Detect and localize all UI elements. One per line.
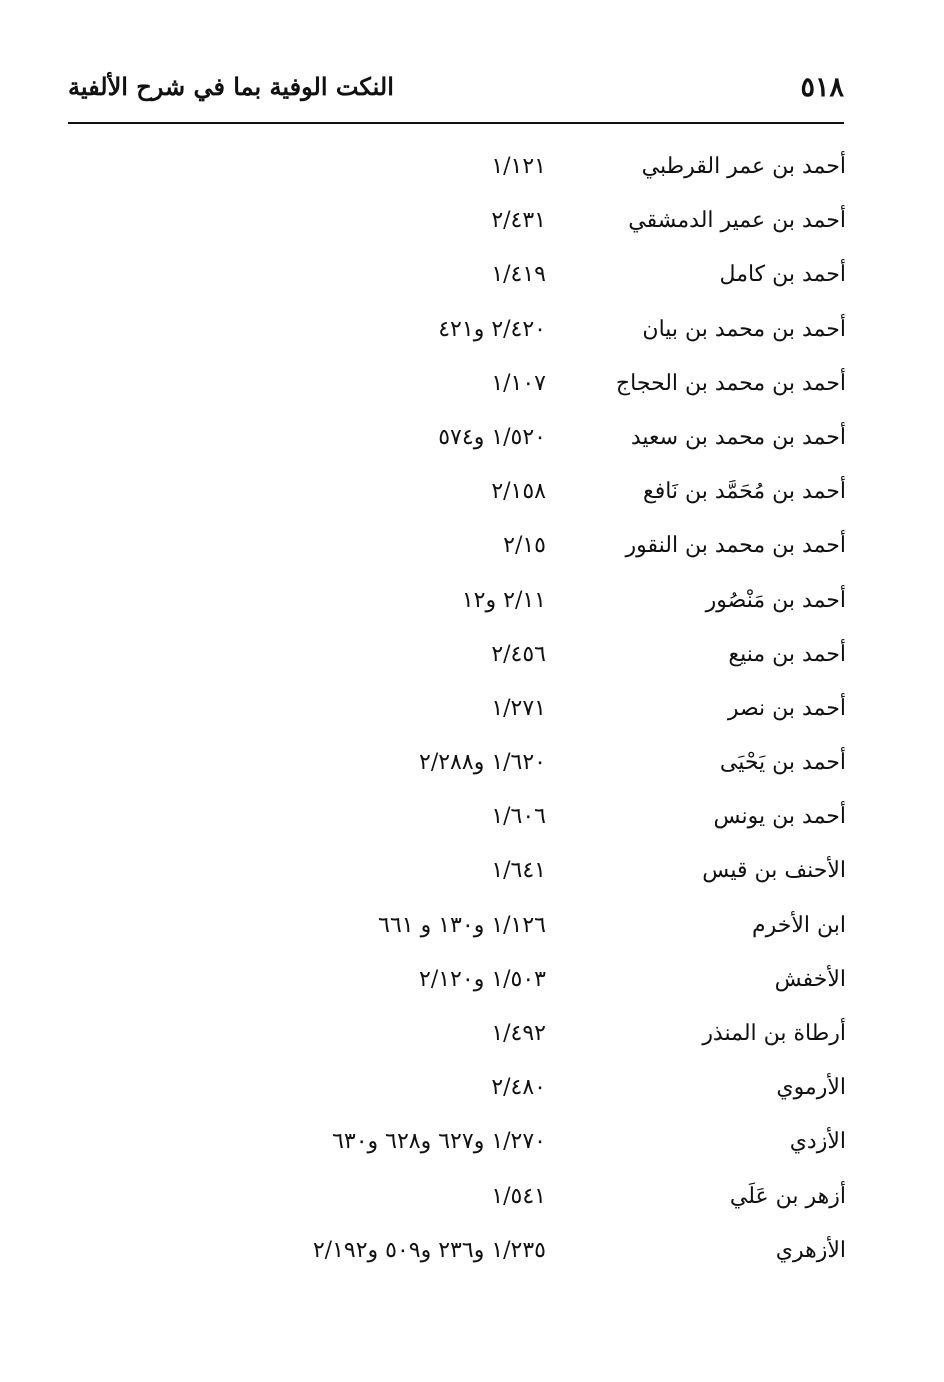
index-entry (0, 198, 944, 252)
entry-name: أحمد بن كامل (719, 262, 846, 288)
book-title: النكت الوفية بما في شرح الألفية (68, 72, 394, 101)
entry-name: أحمد بن يَحْيَى (719, 750, 846, 776)
entry-page-refs: ١/٦٠٦ (491, 804, 546, 830)
entry-page-refs: ٢/١٥ (503, 533, 546, 559)
index-entry (0, 252, 944, 306)
entry-page-refs: ٢/٤٣١ (491, 208, 546, 234)
entry-page-refs: ١/٥٢٠ و٥٧٤ (438, 424, 546, 450)
entry-name: ابن الأخرم (752, 912, 846, 938)
entry-page-refs: ١/١٠٧ (491, 370, 546, 396)
entry-name: أحمد بن محمد بن النقور (625, 533, 846, 559)
entry-page-refs: ٢/٤٢٠ و٤٢١ (438, 316, 546, 342)
page-header (68, 66, 844, 118)
header-divider (68, 122, 844, 124)
entry-page-refs: ١/٦٢٠ و٢/٢٨٨ (419, 750, 546, 776)
entry-page-refs: ١/٤١٩ (491, 262, 546, 288)
entry-page-refs: ١/٢٧١ (491, 695, 546, 721)
entry-page-refs: ٢/٤٥٦ (491, 641, 546, 667)
entry-name: أحمد بن منيع (728, 641, 846, 667)
entry-page-refs: ١/٥٠٣ و٢/١٢٠ (419, 966, 546, 992)
entry-page-refs: ١/٥٤١ (491, 1183, 546, 1209)
entry-name: الأخفش (774, 966, 846, 992)
entry-page-refs: ١/٦٤١ (491, 858, 546, 884)
index-entry (0, 1065, 944, 1119)
index-entry (0, 415, 944, 469)
entry-name: أحمد بن عمير الدمشقي (628, 208, 846, 234)
entry-page-refs: ٢/١٥٨ (491, 479, 546, 505)
entry-name: الأحنف بن قيس (702, 858, 846, 884)
entry-name: الأرموي (776, 1075, 846, 1101)
index-entry (0, 740, 944, 794)
index-entry (0, 578, 944, 632)
entry-name: أحمد بن محمد بن بيان (642, 316, 846, 342)
entry-name: الأزدي (789, 1129, 846, 1155)
entry-name: أحمد بن يونس (713, 804, 846, 830)
index-entry (0, 144, 944, 198)
entry-page-refs: ٢/٤٨٠ (491, 1075, 546, 1101)
name-index-list (0, 144, 944, 1282)
entry-name: الأزهري (775, 1237, 846, 1263)
index-entry (0, 1174, 944, 1228)
index-entry (0, 361, 944, 415)
index-entry (0, 307, 944, 361)
index-entry (0, 523, 944, 577)
entry-name: أحمد بن محمد بن الحجاج (615, 370, 846, 396)
index-entry (0, 469, 944, 523)
index-entry (0, 1011, 944, 1065)
index-entry (0, 1228, 944, 1282)
entry-name: أحمد بن محمد بن سعيد (630, 424, 846, 450)
entry-page-refs: ١/١٢٦ و١٣٠ و ٦٦١ (378, 912, 546, 938)
entry-page-refs: ١/١٢١ (491, 154, 546, 179)
entry-page-refs: ١/٢٣٥ و٢٣٦ و٥٠٩ و٢/١٩٢ (312, 1237, 546, 1263)
index-entry (0, 903, 944, 957)
entry-page-refs: ١/٤٩٢ (491, 1021, 546, 1046)
entry-page-refs: ١/٢٧٠ و٦٢٧ و٦٢٨ و٦٣٠ (332, 1129, 546, 1155)
entry-name: أحمد بن عمر القرطبي (641, 154, 846, 179)
entry-name: أرطاة بن المنذر (702, 1021, 846, 1046)
index-entry (0, 632, 944, 686)
index-entry (0, 794, 944, 848)
index-entry (0, 686, 944, 740)
index-entry (0, 1119, 944, 1173)
entry-name: أحمد بن نصر (727, 695, 846, 721)
index-entry (0, 848, 944, 902)
entry-name: أحمد بن مُحَمَّد بن نَافع (643, 479, 846, 505)
index-entry (0, 957, 944, 1011)
entry-name: أزهر بن عَلَي (729, 1183, 846, 1209)
entry-name: أحمد بن مَنْصُور (705, 587, 846, 613)
page-number: ٥١٨ (800, 72, 844, 103)
entry-page-refs: ٢/١١ و١٢ (461, 587, 546, 613)
